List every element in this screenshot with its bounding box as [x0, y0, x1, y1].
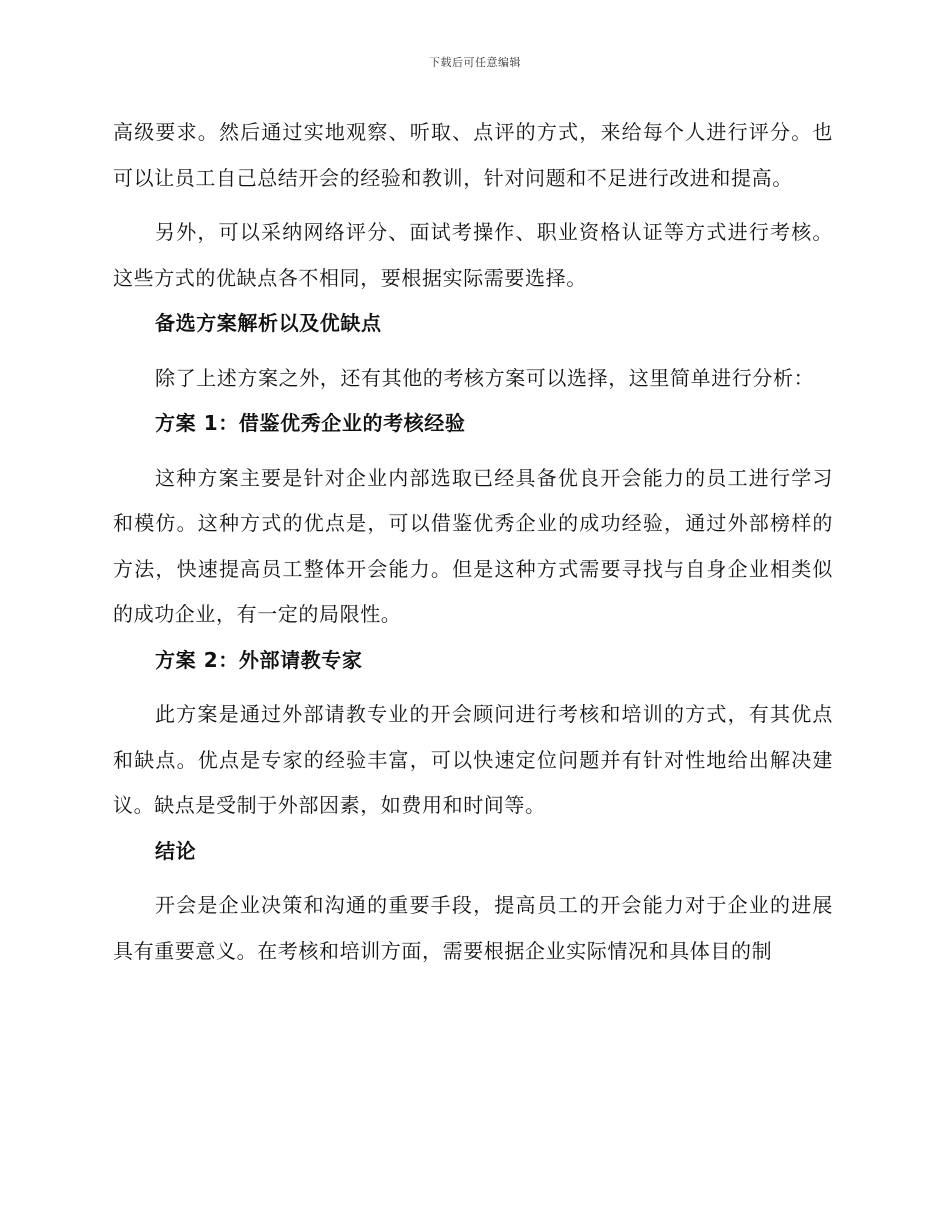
paragraph-plan-2: 此方案是通过外部请教专业的开会顾问进行考核和培训的方式，有其优点和缺点。优点是专家的经验丰富，可以快速定位问题并有针对性地给出解决建议。缺点是受制于外部因素，如费用和时间等。 [113, 702, 833, 817]
heading-alternatives: 备选方案解析以及优缺点 [155, 311, 382, 335]
document-body [113, 110, 833, 974]
paragraph-conclusion: 开会是企业决策和沟通的重要手段，提高员工的开会能力对于企业的进展具有重要意义。在考核和培训方面，需要根据企业实际情况和具体目的制 [113, 893, 833, 963]
paragraph-other-methods: 另外，可以采纳网络评分、面试考操作、职业资格认证等方式进行考核。这些方式的优缺点各不相同，要根据实际需要选择。 [113, 220, 833, 290]
heading-conclusion: 结论 [155, 838, 197, 863]
paragraph-evaluation-method: 高级要求。然后通过实地观察、听取、点评的方式，来给每个人进行评分。也可以让员工自己总结开会的经验和教训，针对问题和不足进行改进和提高。 [113, 120, 833, 190]
paragraph-plan-1: 这种方案主要是针对企业内部选取已经具备优良开会能力的员工进行学习和模仿。这种方式的优点是，可以借鉴优秀企业的成功经验，通过外部榜样的方法，快速提高员工整体开会能力。但是这种方式需要寻找与自身企业相类似的成功企业，有一定的局限性。 [113, 465, 833, 626]
heading-plan-1: 方案 1：借鉴优秀企业的考核经验 [155, 411, 466, 435]
download-note: 下载后可任意编辑 [429, 56, 521, 69]
heading-plan-2: 方案 2：外部请教专家 [155, 647, 363, 672]
paragraph-alternatives-intro: 除了上述方案之外，还有其他的考核方案可以选择，这里简单进行分析： [155, 365, 815, 390]
